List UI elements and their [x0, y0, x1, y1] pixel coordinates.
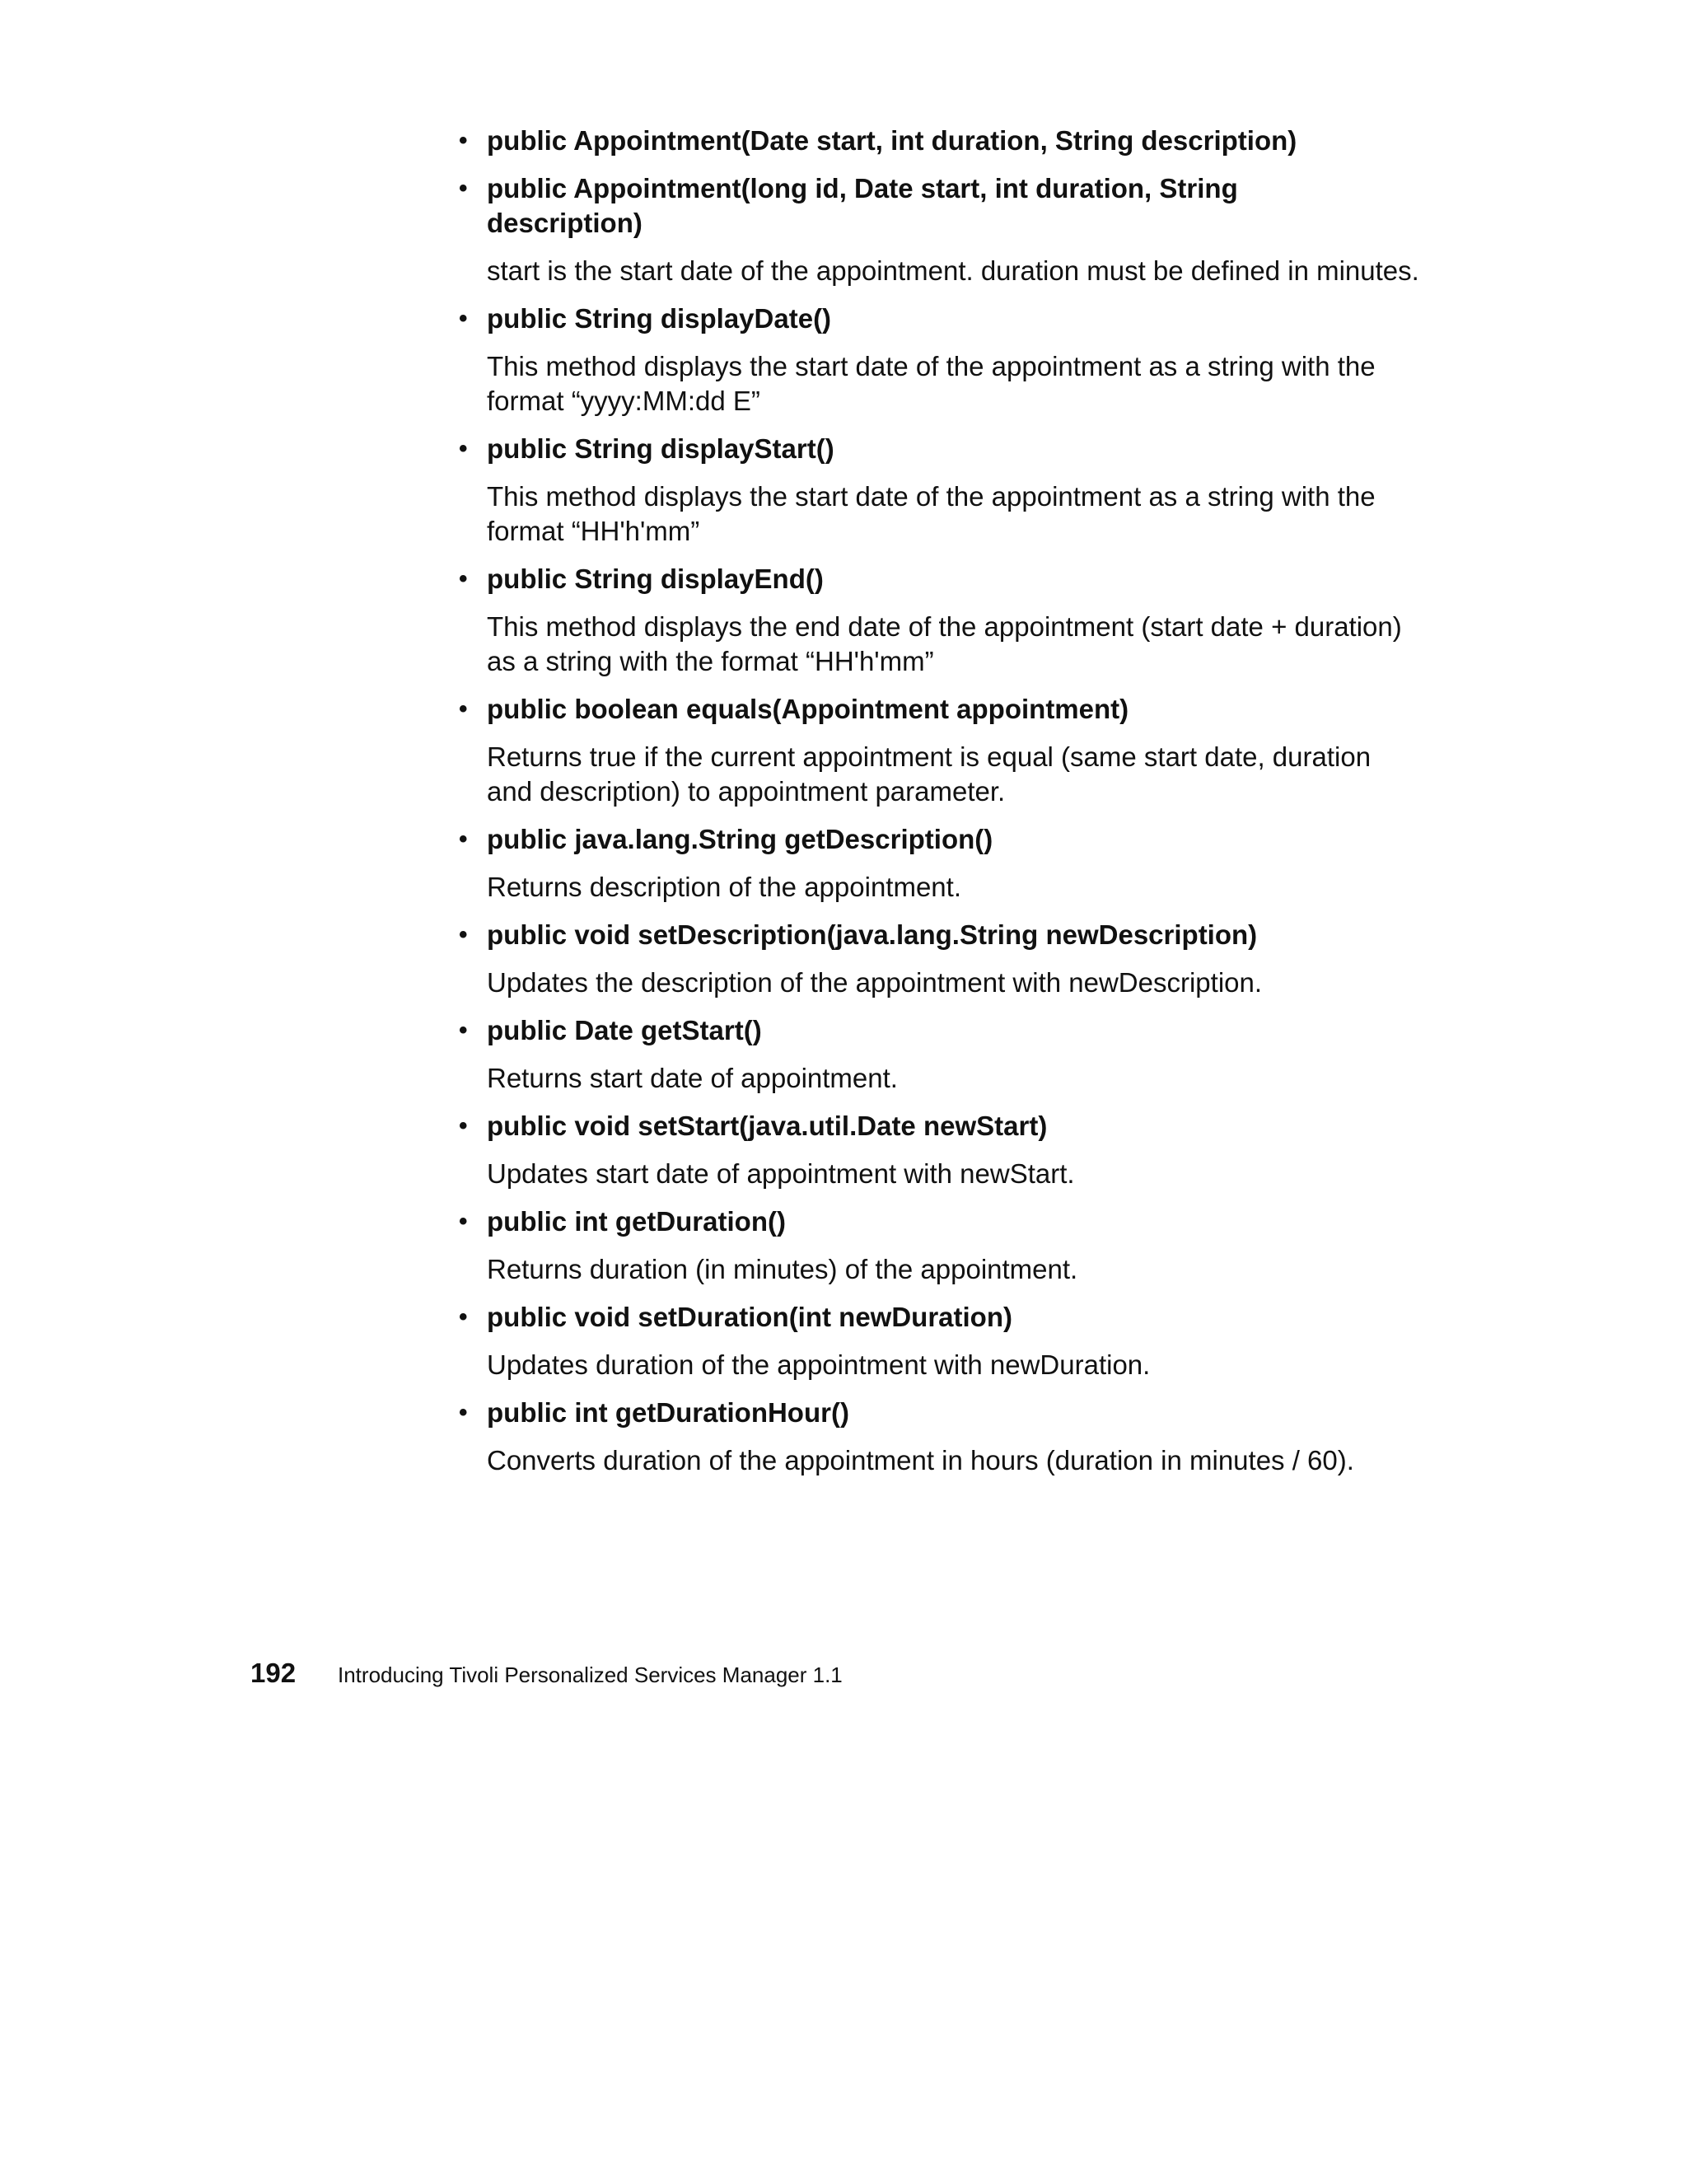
method-signature: public java.lang.String getDescription() — [487, 824, 993, 854]
bullet-icon: • — [459, 1303, 468, 1331]
method-description: Updates start date of appointment with newStart. — [487, 1158, 1075, 1189]
page-footer — [250, 1658, 843, 1689]
method-signature: public String displayDate() — [487, 303, 832, 334]
method-signature: public int getDuration() — [487, 1206, 786, 1237]
method-entry — [459, 1013, 1423, 1096]
method-description: Returns duration (in minutes) of the appointment. — [487, 1254, 1078, 1284]
method-entry — [459, 302, 1423, 419]
method-signature: public Appointment(Date start, int duration, String description) — [487, 125, 1297, 156]
bullet-icon: • — [459, 921, 468, 948]
bullet-icon: • — [459, 1399, 468, 1426]
method-description: start is the start date of the appointment. duration must be defined in minutes. — [487, 255, 1419, 286]
method-entry — [459, 1109, 1423, 1191]
method-signature: public String displayStart() — [487, 433, 834, 464]
method-entry — [459, 1204, 1423, 1287]
method-description: Updates duration of the appointment with newDuration. — [487, 1349, 1151, 1380]
method-entry — [459, 1396, 1423, 1478]
method-entry — [459, 918, 1423, 1000]
method-signature: public Appointment(long id, Date start, int duration, String description) — [487, 173, 1238, 238]
bullet-icon: • — [459, 305, 468, 332]
page-number: 192 — [250, 1658, 297, 1688]
bullet-icon: • — [459, 175, 468, 202]
method-entry — [459, 432, 1423, 549]
method-description: This method displays the end date of the appointment (start date + duration) as a string with the format “HH'h'mm” — [487, 611, 1402, 676]
method-list — [459, 124, 1423, 1491]
bullet-icon: • — [459, 435, 468, 462]
method-entry — [459, 822, 1423, 905]
bullet-icon: • — [459, 1017, 468, 1044]
method-signature: public void setStart(java.util.Date newStart) — [487, 1111, 1048, 1141]
method-entry — [459, 562, 1423, 679]
method-description: This method displays the start date of the appointment as a string with the format “yyyy:MM:dd E” — [487, 351, 1376, 416]
method-description: This method displays the start date of the appointment as a string with the format “HH'h'mm” — [487, 481, 1376, 546]
method-signature: public int getDurationHour() — [487, 1397, 849, 1428]
method-signature: public boolean equals(Appointment appointment) — [487, 694, 1129, 724]
bullet-icon: • — [459, 825, 468, 853]
method-description: Converts duration of the appointment in hours (duration in minutes / 60). — [487, 1445, 1354, 1475]
method-description: Returns true if the current appointment is equal (same start date, duration and description) to appointment parameter. — [487, 741, 1372, 807]
bullet-icon: • — [459, 1208, 468, 1235]
method-signature: public void setDuration(int newDuration) — [487, 1302, 1012, 1332]
method-description: Returns description of the appointment. — [487, 872, 962, 902]
method-description: Updates the description of the appointment with newDescription. — [487, 967, 1263, 998]
method-entry — [459, 171, 1423, 288]
bullet-icon: • — [459, 127, 468, 154]
bullet-icon: • — [459, 1112, 468, 1139]
method-signature: public void setDescription(java.lang.String newDescription) — [487, 919, 1258, 950]
method-signature: public String displayEnd() — [487, 564, 824, 594]
method-signature: public Date getStart() — [487, 1015, 762, 1045]
method-description: Returns start date of appointment. — [487, 1063, 898, 1093]
method-entry — [459, 692, 1423, 809]
method-entry — [459, 124, 1423, 158]
bullet-icon: • — [459, 565, 468, 592]
method-entry — [459, 1300, 1423, 1382]
book-title: Introducing Tivoli Personalized Services Manager 1.1 — [338, 1663, 843, 1687]
bullet-icon: • — [459, 695, 468, 723]
